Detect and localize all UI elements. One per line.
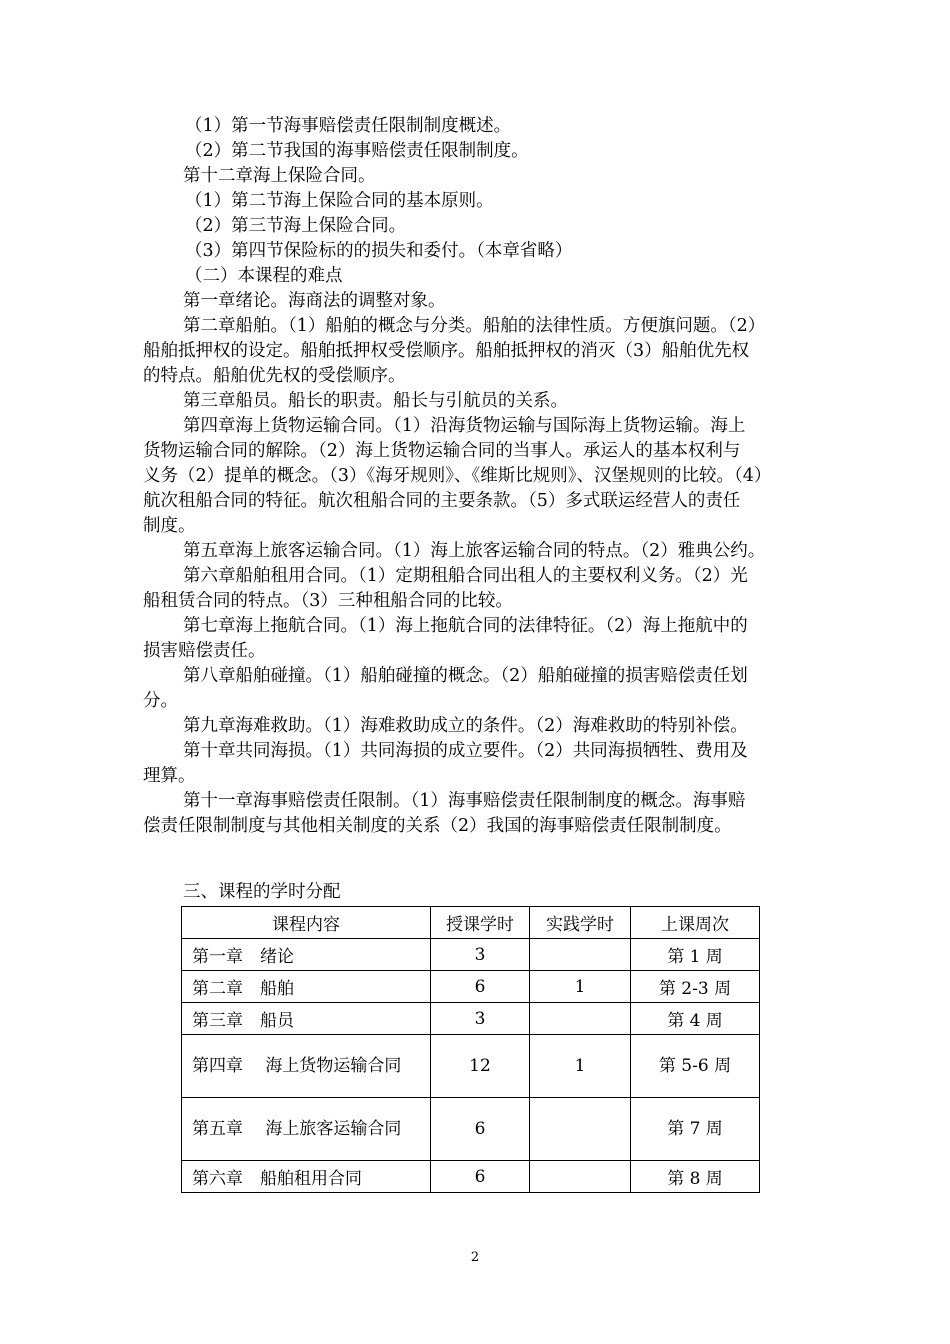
- text-line: 货物运输合同的解除。（2）海上货物运输合同的当事人。承运人的基本权利与: [143, 441, 741, 461]
- practice-hours-cell: 1: [530, 1035, 631, 1098]
- section-title: 三、课程的学时分配: [183, 882, 341, 902]
- section-heading: （二）本课程的难点: [185, 266, 343, 286]
- text-line: 第六章船舶租用合同。（1）定期租船合同出租人的主要权利义务。（2）光: [183, 566, 748, 586]
- text-line: （3）第四节保险标的的损失和委付。（本章省略）: [185, 241, 573, 261]
- text-line: 第十二章海上保险合同。: [183, 166, 376, 186]
- text-line: 第五章海上旅客运输合同。（1）海上旅客运输合同的特点。（2）雅典公约。: [183, 541, 766, 561]
- lecture-hours-cell: 12: [431, 1035, 530, 1098]
- header-cell: 实践学时: [530, 907, 631, 939]
- week-cell: 第 5-6 周: [631, 1035, 760, 1098]
- text-line: 第九章海难救助。（1）海难救助成立的条件。（2）海难救助的特别补偿。: [183, 716, 748, 736]
- lecture-hours-cell: 3: [431, 939, 530, 971]
- header-cell: 授课学时: [431, 907, 530, 939]
- week-cell: 第 8 周: [631, 1161, 760, 1193]
- practice-hours-cell: 1: [530, 971, 631, 1003]
- text-line: （1）第二节海上保险合同的基本原则。: [185, 191, 494, 211]
- content-cell: 第五章 海上旅客运输合同: [182, 1098, 431, 1161]
- text-line: （2）第三节海上保险合同。: [185, 216, 407, 236]
- text-line: 第四章海上货物运输合同。（1）沿海货物运输与国际海上货物运输。海上: [183, 416, 746, 436]
- text-line: 的特点。船舶优先权的受偿顺序。: [143, 366, 406, 386]
- header-cell: 课程内容: [182, 907, 431, 939]
- text-line: 义务（2）提单的概念。（3）《海牙规则》、《维斯比规则》、汉堡规则的比较。（4）: [143, 466, 772, 486]
- table-row: [182, 971, 760, 1003]
- page-number: 2: [470, 1250, 480, 1265]
- text-line: 第二章船舶。（1）船舶的概念与分类。船舶的法律性质。方便旗问题。（2）: [183, 316, 766, 336]
- table-row: [182, 1098, 760, 1161]
- lecture-hours-cell: 3: [431, 1003, 530, 1035]
- week-cell: 第 4 周: [631, 1003, 760, 1035]
- text-line: 理算。: [143, 766, 196, 786]
- table-row: [182, 939, 760, 971]
- week-cell: 第 2-3 周: [631, 971, 760, 1003]
- practice-hours-cell: [530, 939, 631, 971]
- table-header-row: [182, 907, 760, 939]
- text-line: 第十一章海事赔偿责任限制。（1）海事赔偿责任限制制度的概念。海事赔: [183, 791, 746, 811]
- schedule-table: [181, 906, 760, 1193]
- content-cell: 第六章 船舶租用合同: [182, 1161, 431, 1193]
- text-line: 第三章船员。船长的职责。船长与引航员的关系。: [183, 391, 568, 411]
- lecture-hours-cell: 6: [431, 1161, 530, 1193]
- content-cell: 第二章 船舶: [182, 971, 431, 1003]
- lecture-hours-cell: 6: [431, 1098, 530, 1161]
- text-line: 船舶抵押权的设定。船舶抵押权受偿顺序。船舶抵押权的消灭（3）船舶优先权: [143, 341, 750, 361]
- text-line: 分。: [143, 691, 178, 711]
- content-cell: 第四章 海上货物运输合同: [182, 1035, 431, 1098]
- text-line: 第八章船舶碰撞。（1）船舶碰撞的概念。（2）船舶碰撞的损害赔偿责任划: [183, 666, 748, 686]
- text-line: 损害赔偿责任。: [143, 641, 266, 661]
- table-row: [182, 1035, 760, 1098]
- text-line: 制度。: [143, 516, 196, 536]
- practice-hours-cell: [530, 1098, 631, 1161]
- content-cell: 第三章 船员: [182, 1003, 431, 1035]
- text-line: 第七章海上拖航合同。（1）海上拖航合同的法律特征。（2）海上拖航中的: [183, 616, 748, 636]
- week-cell: 第 1 周: [631, 939, 760, 971]
- week-cell: 第 7 周: [631, 1098, 760, 1161]
- practice-hours-cell: [530, 1003, 631, 1035]
- text-line: 船租赁合同的特点。（3）三种租船合同的比较。: [143, 591, 513, 611]
- text-line: 第一章绪论。海商法的调整对象。: [183, 291, 446, 311]
- lecture-hours-cell: 6: [431, 971, 530, 1003]
- content-cell: 第一章 绪论: [182, 939, 431, 971]
- text-line: （2）第二节我国的海事赔偿责任限制制度。: [185, 141, 529, 161]
- text-line: 偿责任限制制度与其他相关制度的关系（2）我国的海事赔偿责任限制制度。: [143, 816, 732, 836]
- text-line: 第十章共同海损。（1）共同海损的成立要件。（2）共同海损牺牲、费用及: [183, 741, 748, 761]
- header-cell: 上课周次: [631, 907, 760, 939]
- text-line: （1）第一节海事赔偿责任限制制度概述。: [185, 116, 512, 136]
- table-row: [182, 1161, 760, 1193]
- table-row: [182, 1003, 760, 1035]
- text-line: 航次租船合同的特征。航次租船合同的主要条款。（5）多式联运经营人的责任: [143, 491, 741, 511]
- practice-hours-cell: [530, 1161, 631, 1193]
